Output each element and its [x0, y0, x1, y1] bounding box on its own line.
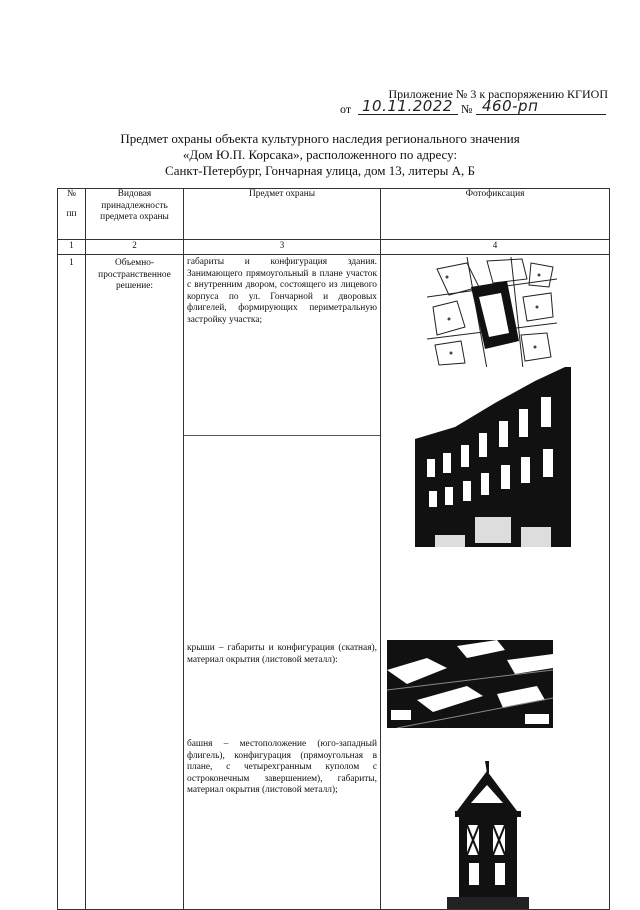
appendix-label: Приложение № 3 к распоряжению КГИОП: [388, 87, 608, 101]
title-line-1: Предмет охраны объекта культурного наследия регионального значения: [120, 131, 520, 146]
column-number: 4: [381, 240, 610, 255]
document-title: [90, 131, 550, 179]
column-number: 3: [184, 240, 381, 255]
title-line-2: «Дом Ю.П. Корсака», расположенного по адресу:: [182, 147, 458, 162]
column-number-row: [58, 240, 610, 255]
table-header-row: [58, 189, 610, 240]
tower-photo: [447, 759, 529, 909]
row-kind: Объемно-пространственное решение:: [98, 258, 171, 291]
subject-item-roof: крыши – габариты и конфигурация (скатная), материал окрытия (листовой металл):: [187, 643, 377, 665]
column-number: 1: [58, 240, 86, 255]
protection-subject-table: [57, 188, 610, 910]
column-number: 2: [86, 240, 184, 255]
table-row: [58, 255, 610, 910]
title-line-3: Санкт-Петербург, Гончарная улица, дом 13, литеры А, Б: [165, 163, 475, 178]
order-number: 460-рп: [482, 97, 539, 115]
header-subject: Предмет охраны: [184, 189, 381, 240]
site-plan-image: [427, 257, 557, 369]
roof-photo: [387, 640, 553, 728]
facade-photo: [415, 367, 571, 559]
order-reference: [340, 97, 608, 120]
header-num: № пп: [58, 189, 86, 240]
header-kind: Видовая принадлежность предмета охраны: [86, 189, 184, 240]
row-number: 1: [69, 258, 74, 268]
order-number-label: №: [461, 102, 473, 116]
subject-item-tower: башня – местоположение (юго-западный флигель), конфигурация (прямоугольная в плане, с четырехгранным куполом с остроконечным завершением), габариты, материал окрытия (листовой металл);: [187, 739, 377, 795]
row-divider: [184, 435, 380, 436]
order-from-label: от: [340, 102, 352, 116]
header-photo: Фотофиксация: [381, 189, 610, 240]
order-date: 10.11.2022: [362, 97, 453, 115]
subject-item-building: габариты и конфигурация здания. Занимающего прямоугольный в плане участок с внутренним двором, состоящего из лицевого корпуса по ул. Гончарной и дворовых флигелей, формирующих периметральную застройку участка;: [187, 257, 377, 325]
